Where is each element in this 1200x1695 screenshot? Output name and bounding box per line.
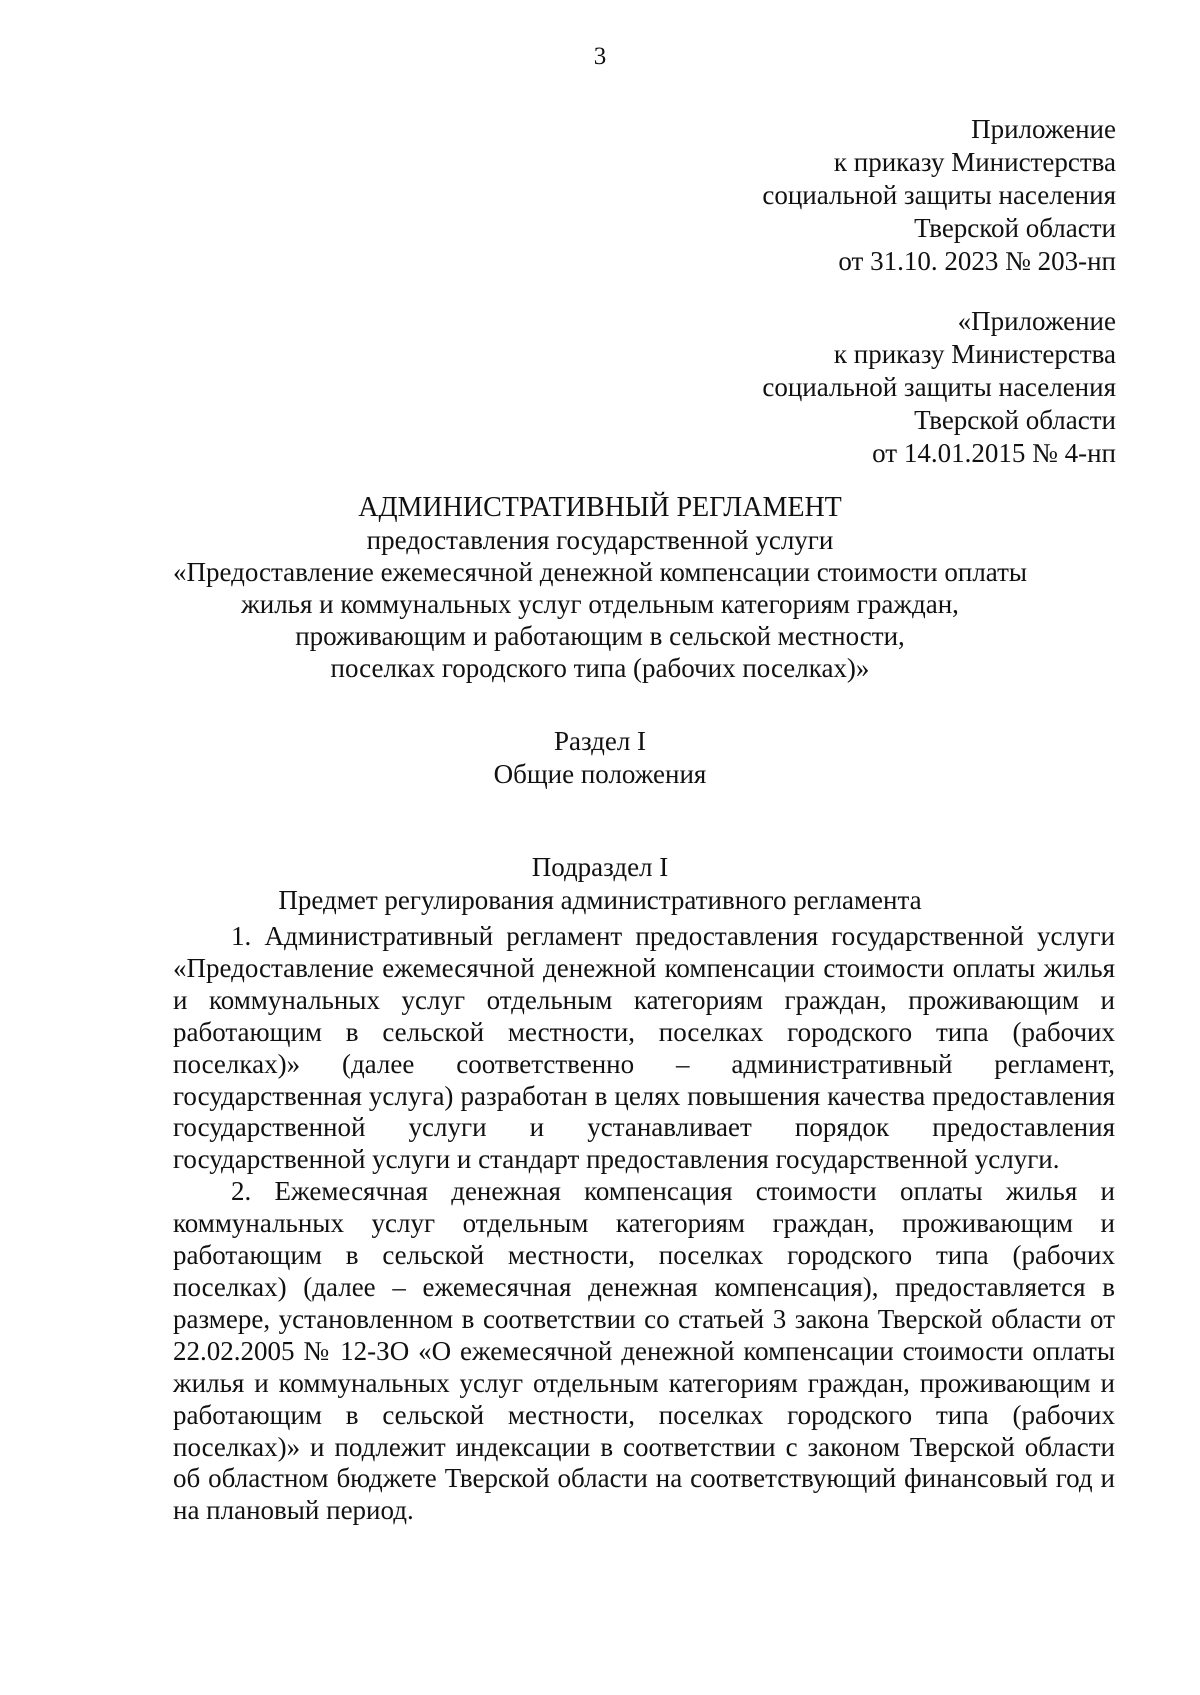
title-line: предоставления государственной услуги — [366, 525, 834, 555]
title-line: проживающим и работающим в сельской местности, — [295, 621, 905, 651]
document-title — [120, 492, 1080, 684]
section-label: Раздел I — [553, 726, 647, 756]
appendix-line: Приложение — [971, 114, 1116, 144]
paragraph-2: 2. Ежемесячная денежная компенсация стоимости оплаты жилья и коммунальных услуг отдельным категориям граждан, проживающим и работающим в сельской местности, поселках городского типа (рабочих поселках) (далее – ежемесячная денежная компенсация), предоставляется в размере, установленном в соответствии со статьей 3 закона Тверской области от 22.02.2005 № 12-ЗО «О ежемесячной денежной компенсации стоимости оплаты жилья и коммунальных услуг отдельным категориям граждан, проживающим и работающим в сельской местности, поселках городского типа (рабочих поселках)» и подлежит индексации в соответствии с законом Тверской области об областном бюджете Тверской области на соответствующий финансовый год и на плановый период. — [173, 1176, 1115, 1526]
section-heading — [120, 725, 1080, 791]
appendix-line: Тверской области — [914, 213, 1116, 243]
appendix-line: к приказу Министерства — [833, 339, 1116, 369]
subsection-heading — [120, 851, 1080, 917]
title-line: жилья и коммунальных услуг отдельным категориям граждан, — [241, 589, 959, 619]
subsection-label: Подраздел I — [531, 852, 669, 882]
appendix-line: социальной защиты населения — [762, 180, 1116, 210]
title-line: поселках городского типа (рабочих поселках)» — [330, 653, 870, 683]
appendix-line: к приказу Министерства — [833, 147, 1116, 177]
section-name: Общие положения — [493, 759, 707, 789]
appendix-current-order — [762, 113, 1116, 278]
subsection-name: Предмет регулирования административного регламента — [278, 885, 922, 915]
appendix-line: «Приложение — [957, 306, 1116, 336]
title-line: «Предоставление ежемесячной денежной компенсации стоимости оплаты — [172, 557, 1028, 587]
body-text — [173, 921, 1115, 1527]
page-number: 3 — [593, 43, 607, 70]
paragraph-1: 1. Административный регламент предоставления государственной услуги «Предоставление ежемесячной денежной компенсации стоимости оплаты жилья и коммунальных услуг отдельным категориям граждан, проживающим и работающим в сельской местности, поселках городского типа (рабочих поселках)» (далее соответственно – административный регламент, государственная услуга) разработан в целях повышения качества предоставления государственной услуги и устанавливает порядок предоставления государственной услуги и стандарт предоставления государственной услуги. — [173, 921, 1115, 1175]
appendix-line: Тверской области — [914, 405, 1116, 435]
appendix-line: от 31.10. 2023 № 203-нп — [838, 246, 1116, 276]
appendix-original-order — [762, 305, 1116, 470]
appendix-line: социальной защиты населения — [762, 372, 1116, 402]
main-title: АДМИНИСТРАТИВНЫЙ РЕГЛАМЕНТ — [358, 492, 842, 523]
appendix-line: от 14.01.2015 № 4-нп — [872, 438, 1116, 468]
